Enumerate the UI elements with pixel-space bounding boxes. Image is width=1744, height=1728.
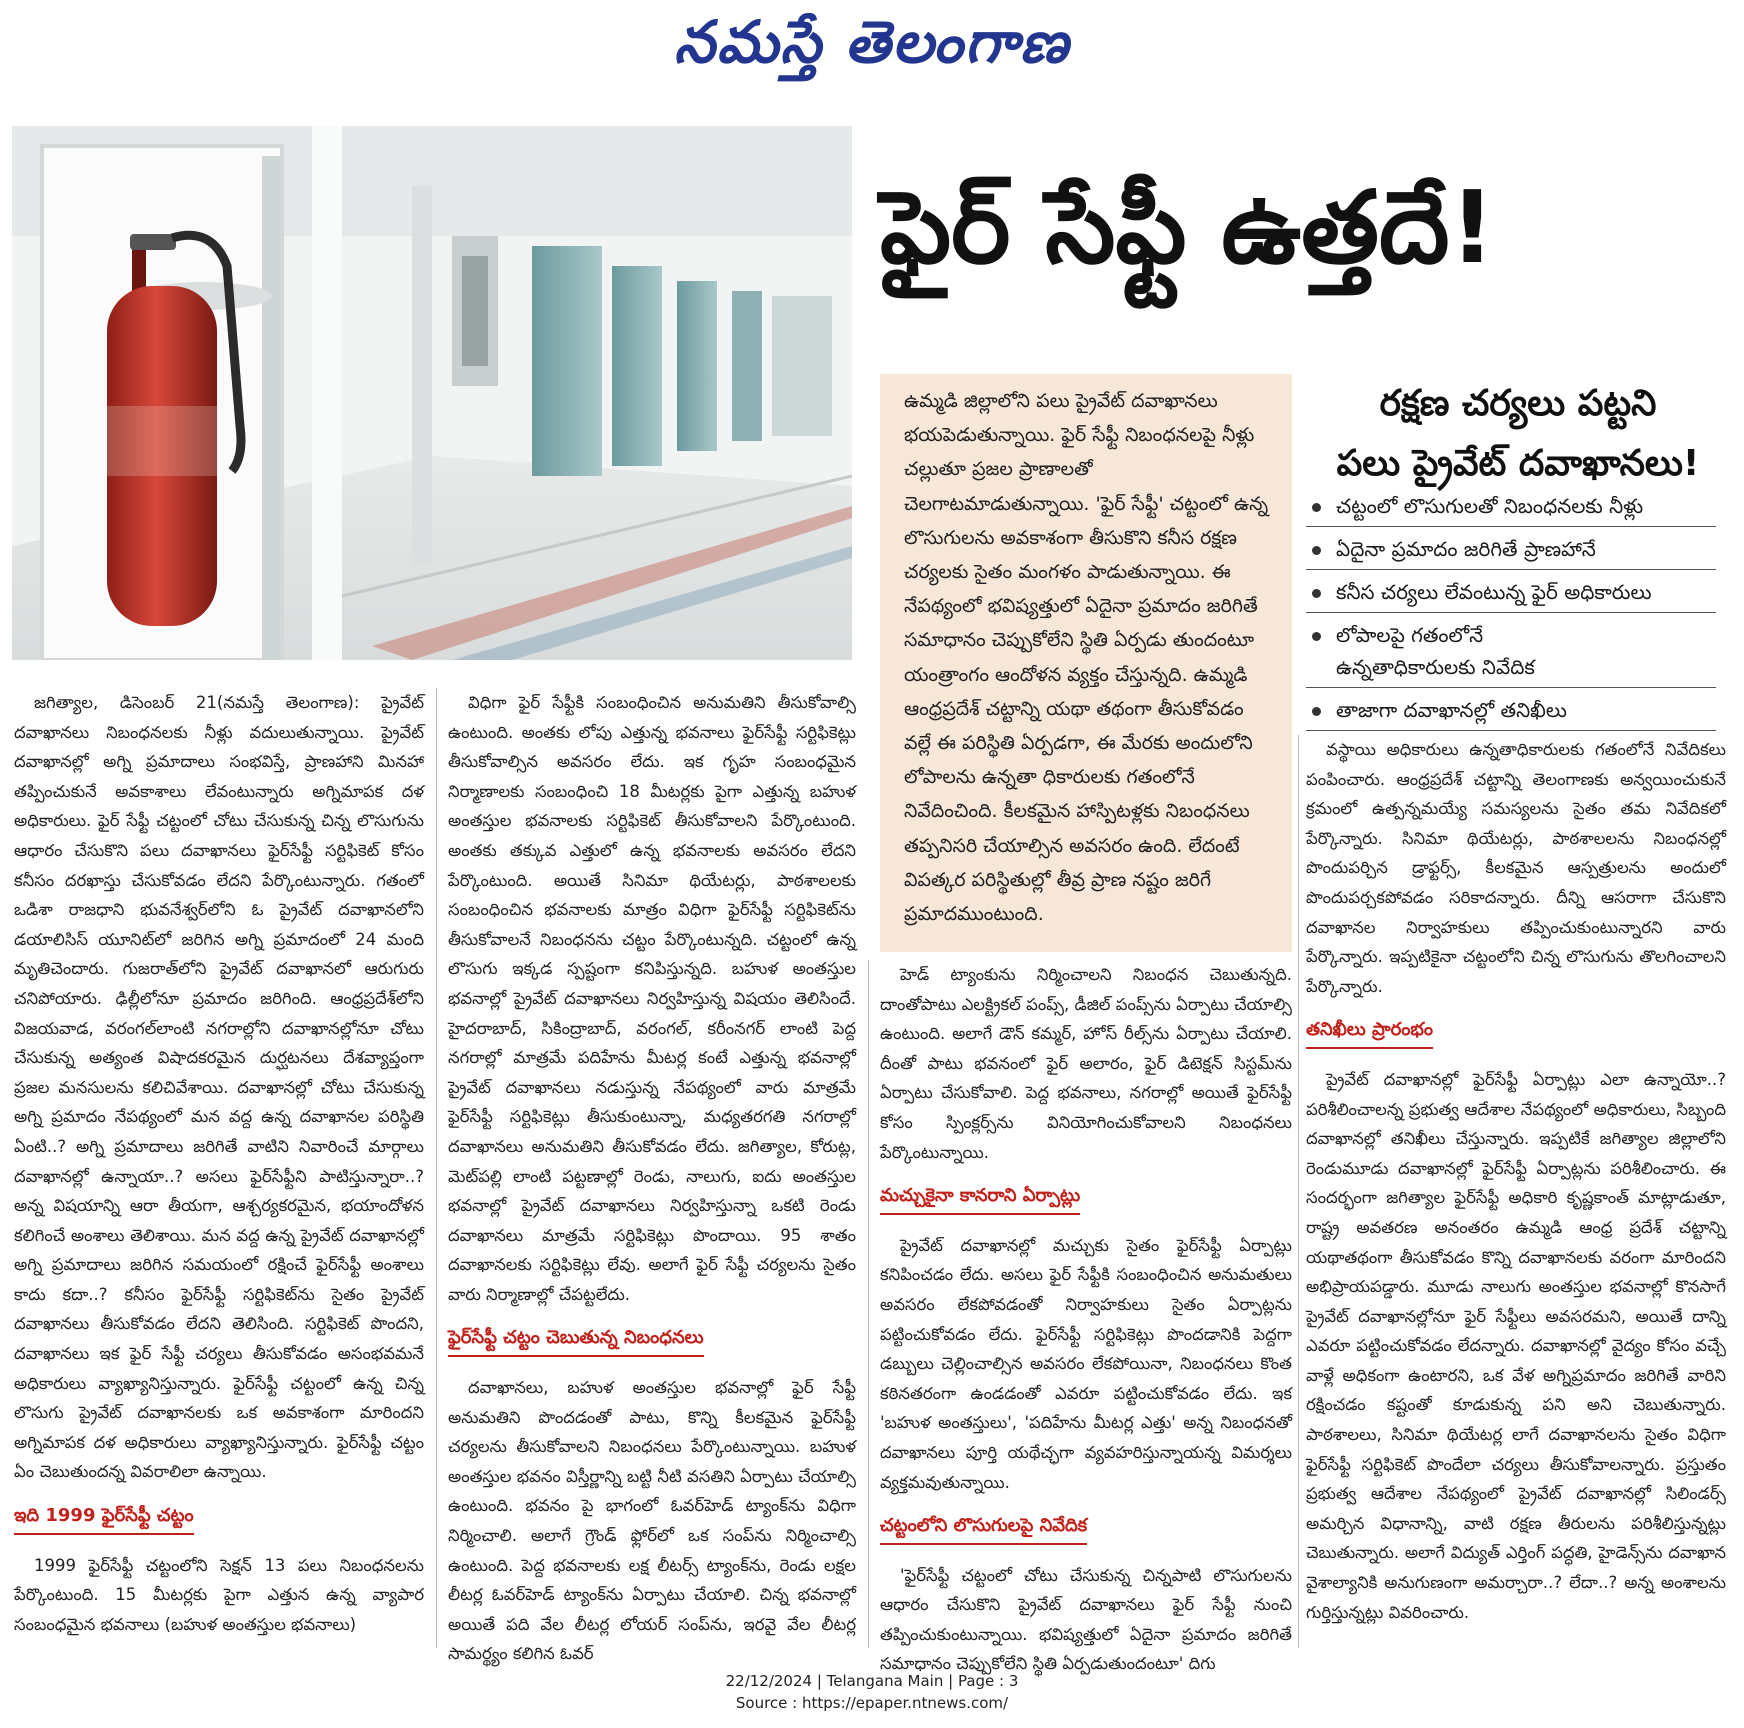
section-heading: చట్టంలోని లొసుగులపై నివేదిక: [880, 1511, 1087, 1545]
source-link[interactable]: Source : https://epaper.ntnews.com/: [735, 1694, 1009, 1712]
highlight-item: [1306, 619, 1716, 688]
bullet-icon: [1312, 632, 1321, 641]
bullet-icon: [1312, 589, 1321, 598]
paragraph: వస్థాయి అధికారులు ఉన్నతాధికారులకు గతంలోనే నివేదికలు పంపించారు. ఆంధ్రప్రదేశ్ చట్టాన్ని తెలంగాణకు అన్వయించుకునే క్రమంలో ఉత్పన్నమయ్యే సమస్యలను సైతం తమ నివేదికలో పేర్కొన్నారు. సినిమా థియేటర్లు, పాఠశాలలను నిబంధనల్లో పొందుపర్చిన డ్రాఫ్టర్స్, కీలకమైన ఆస్పత్రులను అందులో పొందుపర్చకపోవడం సరికాదన్నారు. దీన్ని ఆసరాగా చేసుకొని దవాఖానల నిర్వాహకులు తప్పించుకుంటున్నారని వారు పేర్కొన్నారు. ఇప్పటికైనా చట్టంలోని చిన్న లొసుగును తొలగించాలని పేర్కొన్నారు.: [1306, 740, 1726, 996]
corridor-illustration: [12, 126, 852, 660]
highlight-text: కనీస చర్యలు లేవంటున్న ఫైర్ అధికారులు: [1336, 580, 1652, 604]
highlight-item: [1306, 694, 1716, 731]
bullet-icon: [1312, 707, 1321, 716]
paragraph: జగిత్యాల, డిసెంబర్ 21(నమస్తే తెలంగాణ): ప్రైవేట్ దవాఖానలు నిబంధనలకు నీళ్లు వదులుతున్నాయి. ప్రైవేట్ దవాఖానల్లో అగ్ని ప్రమాదాలు సంభవిస్తే, ప్రాణహాని మినహా తప్పించుకునే అవకాశాలు లేవంటున్నారు అగ్నిమాపక దళ అధికారులు. ఫైర్ సేఫ్టీ చట్టంలో చోటు చేసుకున్న చిన్న లొసుగును ఆధారం చేసుకొని పలు దవాఖానలు ఫైర్‌సేఫ్టీ సర్టిఫికెట్ కోసం కనీసం దరఖాస్తు చేసుకోవడం లేదని పేర్కొంటున్నారు. గతంలో ఒడిశా రాజధాని భువనేశ్వర్‌లోని ఓ ప్రైవేట్ దవాఖానలోని డయాలిసిస్ యూనిట్‌లో జరిగిన అగ్ని ప్రమాదంలో 24 మంది మృతిచెందారు. గుజరాత్‌లోని ప్రైవేట్ దవాఖానలో ఆరుగురు చనిపోయారు. ఢిల్లీలోనూ ప్రమాదం జరిగింది. ఆంధ్రప్రదేశ్‌లోని విజయవాడ, వరంగల్‌లాంటి నగరాల్లోని దవాఖానల్లోనూ చోటు చేసుకున్న అత్యంత విషాదకరమైన దుర్ఘటనలు దేశవ్యాప్తంగా ప్రజల మనసులను కలిచివేశాయి. దవాఖానల్లో చోటు చేసుకున్న అగ్ని ప్రమాదం నేపథ్యంలో మన వద్ద ఉన్న దవాఖానల పరిస్థితి ఏంటి..? అగ్ని ప్రమాదాలు జరిగితే వాటిని నివారించే మార్గాలు దవాఖానల్లో ఉన్నాయా..? అసలు ఫైర్‌సేఫ్టీని పాటిస్తున్నారా..? అన్న విషయాన్ని ఆరా తీయగా, ఆశ్చర్యకరమైన, భయాందోళన కలిగించే అంశాలు తెలిశాయి. మన వద్ద ఉన్న ప్రైవేట్ దవాఖానల్లో అగ్ని ప్రమాదాలు జరిగిన సమయంలో రక్షించే ఫైర్‌సేఫ్టీ అంశాలు కాదు కదా..? కనీసం ఫైర్‌సేఫ్టీ సర్టిఫికెట్‌ను సైతం ప్రైవేట్ దవాఖానలు తీసుకోవడం లేదని తెలిసింది. సర్టిఫికెట్ పొందని, దవాఖానలు ఇక ఫైర్ సేఫ్టీ చర్యలు తీసుకోవడం అసంభవమనే అధికారులు వ్యాఖ్యానిస్తున్నారు. ఫైర్‌సేఫ్టీ చట్టంలో ఉన్న చిన్న లొసుగు ప్రైవేట్ దవాఖానలకు ఒక అవకాశంగా మారిందని అగ్నిమాపక దళ అధికారులు వ్యాఖ్యానిస్తున్నారు. ఫైర్‌సేఫ్టీ చట్టం ఏం చెబుతుందన్న వివరాలిలా ఉన్నాయి.: [14, 693, 424, 1482]
article-column-1: [14, 688, 424, 1639]
deck-box: [880, 374, 1292, 952]
bullet-icon: [1312, 503, 1321, 512]
highlight-text: చట్టంలో లొసుగులతో నిబంధనలకు నీళ్లు: [1336, 494, 1644, 518]
article-column-3: [880, 960, 1292, 1679]
edition-info: 22/12/2024 | Telangana Main | Page : 3: [725, 1672, 1019, 1690]
highlight-text: లోపాలపై గతంలోనే ఉన్నతాధికారులకు నివేదిక: [1336, 623, 1535, 679]
paragraph: 'ఫైర్‌సేఫ్టీ చట్టంలో చోటు చేసుకున్న చిన్నపాటి లొసుగులను ఆధారం చేసుకొని ప్రైవేట్ దవాఖానలు ఫైర్ సేఫ్టీ నుంచి తప్పించుకుంటున్నాయి. భవిష్యత్తులో ఏదైనా ప్రమాదం జరిగితే సమాధానం చెప్పుకోలేని స్థితి ఏర్పడుతుందంటూ' దిగు: [880, 1565, 1292, 1674]
paragraph: దవాఖానలు, బహుళ అంతస్తుల భవనాల్లో ఫైర్ సేఫ్టీ అనుమతిని పొందడంతో పాటు, కొన్ని కీలకమైన ఫైర్‌సేఫ్టీ చర్యలను తీసుకోవాలని నిబంధనలు పేర్కొంటున్నాయి. బహుళ అంతస్తుల భవనం విస్తీర్ణాన్ని బట్టి నీటి వసతిని ఏర్పాటు చేయాల్సి ఉంటుంది. భవనం పై భాగంలో ఓవర్‌హెడ్ ట్యాంక్‌ను విధిగా నిర్మించాలి. అలాగే గ్రౌండ్ ఫ్లోర్‌లో ఒక సంప్‌ను నిర్మించాల్సి ఉంటుంది. పెద్ద భవనాలకు లక్ష లీటర్స్ ట్యాంక్‌ను, రెండు లక్షల లీటర్ల ఓవర్‌హెడ్ ట్యాంక్‌ను ఏర్పాటు చేయాలి. చిన్న భవనాల్లో అయితే పది వేల లీటర్ల లోయర్ సంప్‌ను, ఇరవై వేల లీటర్ల సామర్థ్యం కలిగిన ఓవర్: [448, 1378, 856, 1664]
column-divider: [1298, 735, 1299, 1648]
fire-extinguisher-photo: [12, 126, 852, 660]
paragraph: విధిగా ఫైర్ సేఫ్టీకి సంబంధించిన అనుమతిని తీసుకోవాల్సి ఉంటుంది. అంతకు లోపు ఎత్తున్న భవనాలు ఫైర్‌సేఫ్టీ సర్టిఫికెట్లు తీసుకోవాల్సిన అవసరం లేదు. ఇక గృహ సంబంధమైన నిర్మాణాలకు సంబంధించి 18 మీటర్లకు పైగా ఎత్తున్న బహుళ అంతస్తుల భవనాలకు సర్టిఫికెట్ తీసుకోవాలని పేర్కొంటుంది. అంతకు తక్కువ ఎత్తులో ఉన్న భవనాలకు అవసరం లేదని పేర్కొంటుంది. అయితే సినిమా థియేటర్లు, పాఠశాలలకు సంబంధించిన భవనాలకు మాత్రం విధిగా ఫైర్‌సేఫ్టీ సర్టిఫికెట్‌ను తీసుకోవాలనే నిబంధనను చట్టం పేర్కొంటున్నది. చట్టంలో ఉన్న లొసుగు ఇక్కడ స్పష్టంగా కనిపిస్తున్నది. బహుళ అంతస్తుల భవనాల్లో ప్రైవేట్ దవాఖానలు నిర్వహిస్తున్న విషయం తెలిసిందే. హైదరాబాద్, సికింద్రాబాద్, వరంగల్, కరీంనగర్ లాంటి పెద్ద నగరాల్లో మాత్రమే పదిహేను మీటర్ల కంటే ఎత్తున్న భవనాల్లో ప్రైవేట్ దవాఖానలు నడుస్తున్న నేపథ్యంలో వారు మాత్రమే ఫైర్‌సేఫ్టీ సర్టిఫికెట్లు తీసుకుంటున్నా, మధ్యతరగతి నగరాల్లో దవాఖానలు అనుమతిని తీసుకోవడం లేదు. జగిత్యాల, కోరుట్ల, మెట్‌పల్లి లాంటి పట్టణాల్లో రెండు, నాలుగు, ఐదు అంతస్తుల భవనాల్లో ప్రైవేట్ దవాఖానలు నిర్వహిస్తున్నా ఒకటి రెండు దవాఖానలు మాత్రమే సర్టిఫికెట్లు పొందాయి. 95 శాతం దవాఖానలకు సర్టిఫికెట్లు లేవు. అలాగే ఫైర్ సేఫ్టీ చర్యలను సైతం వారు నిర్మాణాల్లో చేపట్టలేదు.: [448, 693, 856, 1304]
section-heading: ఇది 1999 ఫైర్‌సేఫ్టీ చట్టం: [14, 1501, 194, 1535]
subheadline: రక్షణ చర్యలు పట్టని పలు ప్రైవేట్ దవాఖానలు!: [1336, 383, 1700, 484]
page-footer: [0, 1670, 1744, 1714]
highlight-text: తాజాగా దవాఖానల్లో తనిఖీలు: [1336, 698, 1567, 722]
highlight-item: [1306, 490, 1716, 527]
deck-text: ఉమ్మడి జిల్లాలోని పలు ప్రైవేట్ దవాఖానలు భయపెడుతున్నాయి. ఫైర్ సేఫ్టీ నిబంధనలపై నీళ్లు చల్లుతూ ప్రజల ప్రాణాలతో చెలగాటమాడుతున్నాయి. 'ఫైర్ సేఫ్టీ' చట్టంలో ఉన్న లొసుగులను అవకాశంగా తీసుకొని కనీస రక్షణ చర్యలకు సైతం మంగళం పాడుతున్నాయి. ఈ నేపథ్యంలో భవిష్యత్తులో ఏదైనా ప్రమాదం జరిగితే సమాధానం చెప్పుకోలేని స్థితి ఏర్పడు తుందంటూ యంత్రాంగం ఆందోళన వ్యక్తం చేస్తున్నది. ఉమ్మడి ఆంధ్రప్రదేశ్ చట్టాన్ని యథా తథంగా తీసుకోవడం వల్లే ఈ పరిస్థితి ఏర్పడగా, ఈ మేరకు అందులోని లోపాలను ఉన్నతా ధికారులకు గతంలోనే నివేదించింది. కీలకమైన హాస్పిటళ్లకు నిబంధనలు తప్పనిసరి చేయాల్సిన అవసరం ఉంది. లేదంటే విపత్కర పరిస్థితుల్లో తీవ్ర ప్రాణ నష్టం జరిగే ప్రమాదముంటుంది.: [904, 390, 1269, 926]
section-heading: తనిఖీలు ప్రారంభం: [1306, 1015, 1433, 1049]
headline: ఫైర్ సేఫ్టీ ఉత్తదే!: [880, 169, 1496, 286]
column-divider: [868, 960, 869, 1648]
bullet-icon: [1312, 546, 1321, 555]
highlight-item: [1306, 576, 1716, 613]
section-heading: ఫైర్‌సేఫ్టీ చట్టం చెబుతున్న నిబంధనలు: [448, 1323, 704, 1357]
article-column-4: [1306, 735, 1726, 1627]
paragraph: హెడ్ ట్యాంకును నిర్మించాలని నిబంధన చెబుతున్నది. దాంతోపాటు ఎలక్ట్రికల్ పంప్స్, డీజిల్ పంప్స్‌ను ఏర్పాటు చేయాల్సి ఉంటుంది. అలాగే డౌన్ కమ్మర్, హోస్ రీల్స్‌ను ఏర్పాటు చేయాలి. దీంతో పాటు భవనంలో ఫైర్ అలారం, ఫైర్ డిటెక్షన్ సిస్టమ్‌ను ఏర్పాటు చేసుకోవాలి. పెద్ద భవనాలు, నగరాల్లో అయితే ఫైర్‌సేఫ్టీ కోసం స్పింక్లర్స్‌ను వినియోగించుకోవాలని నిబంధనలు పేర్కొంటున్నాయి.: [880, 965, 1292, 1162]
article-column-2: [448, 688, 856, 1669]
section-heading: మచ్చుకైనా కానరాని ఏర్పాట్లు: [880, 1181, 1080, 1215]
highlights-list: [1306, 490, 1716, 737]
column-divider: [436, 688, 437, 1648]
paragraph: ప్రైవేట్ దవాఖానల్లో ఫైర్‌సేఫ్టీ ఏర్పాట్లు ఎలా ఉన్నాయో..? పరిశీలించాలన్న ప్రభుత్వ ఆదేశాల నేపథ్యంలో అధికారులు, సిబ్బంది దవాఖానల్లో తనిఖీలు చేస్తున్నారు. ఇప్పటికే జగిత్యాల జిల్లాలోని రెండుమూడు దవాఖానల్లో ఫైర్‌సేఫ్టీ ఏర్పాట్లను పరిశీలించారు. ఈ సందర్భంగా జగిత్యాల ఫైర్‌సేఫ్టీ అధికారి కృష్ణకాంత్ మాట్లాడుతూ, రాష్ట్ర అవతరణ అనంతరం ఉమ్మడి ఆంధ్ర ప్రదేశ్ చట్టాన్ని యథాతథంగా తీసుకోవడం కొన్ని దవాఖానలకు వరంగా మారిందని అభిప్రాయపడ్డారు. మూడు నాలుగు అంతస్తుల భవనాల్లో కొనసాగే ప్రైవేట్ దవాఖానల్లోనూ ఫైర్ సేఫ్టీలు అవసరమని, అయితే దాన్ని ఎవరూ పట్టించుకోవడం లేదన్నారు. దవాఖానల్లో వైద్యం కోసం వచ్చే వాళ్లే అధికంగా ఉంటారని, ఒక వేళ అగ్నిప్రమాదం జరిగితే వారిని రక్షించడం కష్టంతో కూడుకున్న పని అని చెబుతున్నారు. పాఠశాలలు, సినిమా థియేటర్ల లాగే దవాఖానలను సైతం విధిగా ఫైర్‌సేఫ్టీ సర్టిఫికెట్ పొందేలా చర్యలు తీసుకోవాలన్నారు. ప్రస్తుతం ప్రభుత్వ ఆదేశాల నేపథ్యంలో ప్రైవేట్ దవాఖానల్లో సిలిండర్స్ అమర్చిన విధానాన్ని, వాటి రక్షణ తీరులను పరిశీలిస్తున్నట్లు చెబుతున్నారు. అలాగే విద్యుత్ ఎర్తింగ్ పద్ధతి, హైడెన్స్‌ను దవాఖాన వైశాల్యానికి అనుగుణంగా అమర్చారా..? లేదా..? అన్న అంశాలను గుర్తిస్తున్నట్లు వివరించారు.: [1306, 1069, 1726, 1622]
masthead: నమస్తే తెలంగాణ: [674, 8, 1070, 76]
paragraph: ప్రైవేట్ దవాఖానల్లో మచ్చుకు సైతం ఫైర్‌సేఫ్టీ ఏర్పాట్లు కనిపించడం లేదు. అసలు ఫైర్ సేఫ్టీకి సంబంధించిన అనుమతులు అవసరం లేకపోవడంతో నిర్వాహకులు సైతం ఏర్పాట్లను పట్టించుకోవడం లేదు. ఫైర్‌సేఫ్టీ సర్టిఫికెట్లు పొందడానికి పెద్దగా డబ్బులు చెల్లించాల్సిన అవసరం లేకపోయినా, నిబంధనలు కొంత కఠినతరంగా ఉండడంతో ఎవరూ పట్టించుకోవడం లేదు. ఇక 'బహుళ అంతస్తులు', 'పదిహేను మీటర్ల ఎత్తు' అన్న నిబంధనతో దవాఖానలు పూర్తి యథేచ్ఛగా వ్యవహరిస్తున్నాయన్న విమర్శలు వ్యక్తమవుతున్నాయి.: [880, 1235, 1292, 1492]
highlight-text: ఏదైనా ప్రమాదం జరిగితే ప్రాణహానే: [1336, 537, 1596, 561]
highlight-item: [1306, 533, 1716, 570]
paragraph: 1999 ఫైర్‌సేఫ్టీ చట్టంలోని సెక్షన్ 13 పలు నిబంధనలను పేర్కొంటుంది. 15 మీటర్లకు పైగా ఎత్తున ఉన్న వ్యాపార సంబంధమైన భవనాలు (బహుళ అంతస్తుల భవనాలు): [14, 1555, 424, 1634]
